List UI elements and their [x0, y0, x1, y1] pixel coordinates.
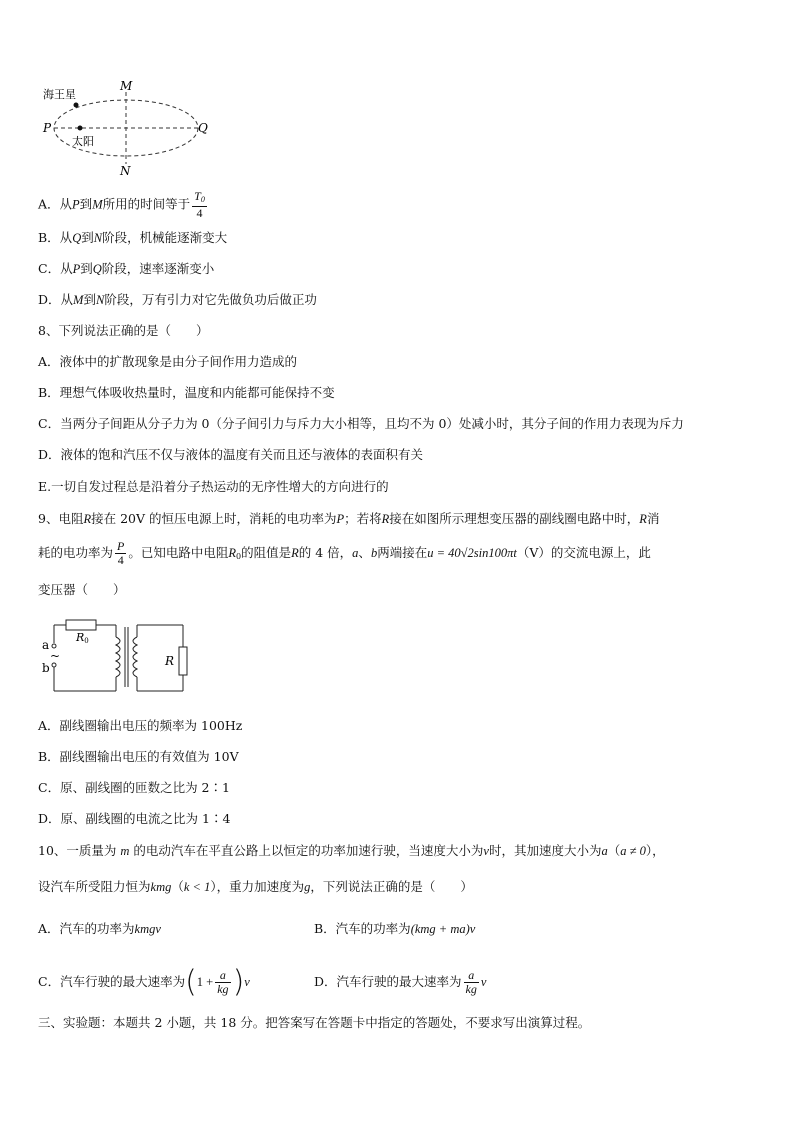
q8-option-c: C．当两分子间距从分子力为 0（分子间引力与斥力大小相等，且均不为 0）处减小时，其分子间的作用力表现为斥力 [38, 416, 684, 431]
fraction-a-over-kg: $\frac{a}{kg}$ [217, 968, 229, 996]
q10-stem-line2: 设汽车所受阻力恒为kmg（k < 1），重力加速度为g，下列说法正确的是（ ） [38, 879, 473, 894]
q9-option-b: B．副线圈输出电压的有效值为 10V [38, 749, 239, 764]
q9-option-a: A．副线圈输出电压的频率为 100Hz [38, 718, 243, 733]
neptune-dot [74, 103, 79, 108]
q7-option-a: A．从P到M所用的时间等于 $\frac{T_0}{4}$ [38, 189, 205, 220]
label-M: M [120, 79, 133, 93]
fraction-T0-over-4: $\frac{T_0}{4}$ [194, 189, 205, 220]
q10-stem-line1: 10、一质量为 m 的电动汽车在平直公路上以恒定的功率加速行驶，当速度大小为v时，其加速度大小为a（a ≠ 0）， [38, 843, 665, 858]
label-N: N [120, 164, 131, 178]
circuit-label-R0: R0 [76, 631, 89, 645]
q7-option-d: D．从M到N阶段，万有引力对它先做负功后做正功 [38, 292, 317, 307]
voltage-formula: u = 40√2sin100πt [427, 546, 517, 560]
q9-stem-line3: 变压器（ ） [38, 582, 126, 597]
q7-option-c: C．从P到Q阶段，速率逐渐变小 [38, 261, 215, 276]
fraction-a-over-kg-d: $\frac{a}{kg}$ [465, 968, 477, 996]
label-Q: Q [198, 121, 208, 135]
q9-stem-line1: 9、电阻R接在 20V 的恒压电源上时，消耗的电功率为P；若将R接在如图所示理想变压器的副线圈电路中时，R消 [38, 511, 660, 526]
q8-stem: 8、下列说法正确的是（ ） [38, 323, 209, 338]
fraction-P-over-4: $\frac{P}{4}$ [117, 539, 125, 567]
q10-option-d: D．汽车行驶的最大速率为 $\frac{a}{kg}$ v [314, 968, 487, 996]
q9-stem-line2: 耗的电功率为 $\frac{P}{4}$ 。已知电路中电阻$R_0$的阻值是R的 4 倍，a、b两端接在u = 40√2sin100πt（V）的交流电源上，此 [38, 539, 651, 567]
circuit-label-b: b [42, 661, 50, 675]
q10-option-a: A．汽车的功率为kmgv [38, 921, 161, 936]
resistor-R [179, 647, 187, 675]
label-P: P [43, 121, 52, 135]
circuit-label-a: a [42, 638, 50, 652]
transformer-circuit [40, 615, 195, 700]
sun-dot [78, 126, 83, 131]
q9-option-c: C．原、副线圈的匝数之比为 2∶1 [38, 780, 230, 795]
q9-option-d: D．原、副线圈的电流之比为 1∶4 [38, 811, 231, 826]
q8-option-b: B．理想气体吸收热量时，温度和内能都可能保持不变 [38, 385, 335, 400]
q8-option-d: D．液体的饱和汽压不仅与液体的温度有关而且还与液体的表面积有关 [38, 447, 424, 462]
section-3-heading: 三、实验题：本题共 2 小题，共 18 分。把答案写在答题卡中指定的答题处，不要求写出演算过程。 [38, 1015, 591, 1030]
neptune-label: 海王星 [43, 88, 76, 101]
orbit-figure [40, 78, 220, 178]
q7-option-b: B．从Q到N阶段，机械能逐渐变大 [38, 230, 228, 245]
q10-option-b: B．汽车的功率为(kmg + ma)v [314, 921, 476, 936]
q10-option-c: C．汽车行驶的最大速率为(1 + $\frac{a}{kg}$ )v [38, 964, 250, 1000]
sun-label: 太阳 [72, 135, 94, 148]
resistor-R0 [66, 620, 96, 630]
q8-option-e: E.一切自发过程总是沿着分子热运动的无序性增大的方向进行的 [38, 479, 389, 494]
circuit-label-tilde: ~ [50, 649, 61, 663]
q8-option-a: A．液体中的扩散现象是由分子间作用力造成的 [38, 354, 298, 369]
circuit-label-R: R [165, 654, 175, 668]
